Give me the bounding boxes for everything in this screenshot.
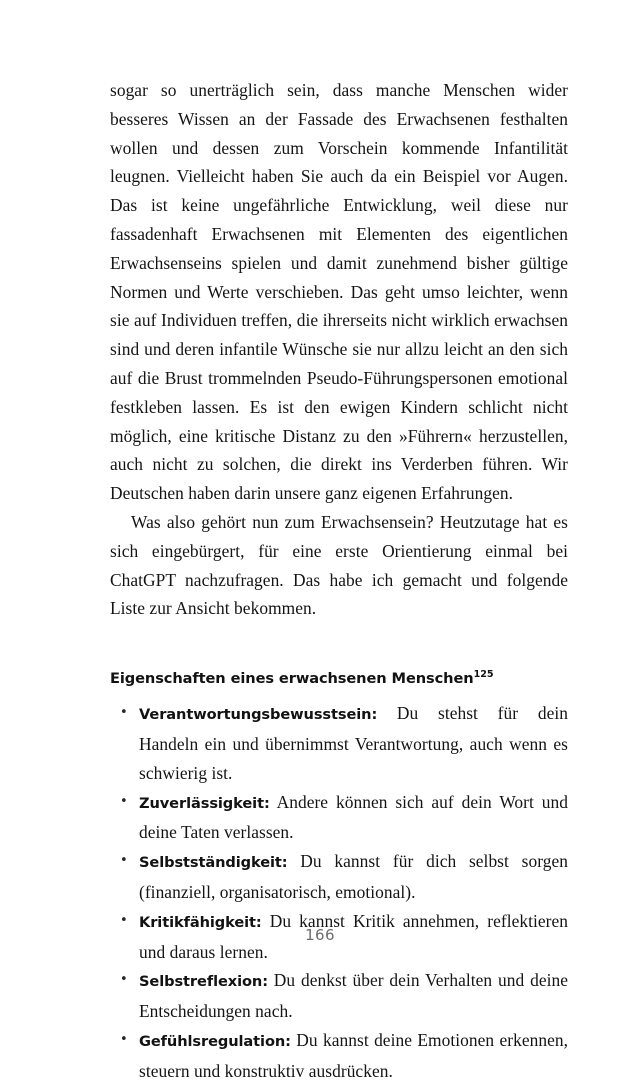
list-spacer [110, 689, 568, 699]
bullet-icon: • [120, 793, 128, 809]
list-item-description: Du denkst über dein Verhalten und deine Entscheidungen nach. [139, 970, 568, 1022]
bullet-icon: • [120, 853, 128, 869]
list-item-description: Du kannst Kritik annehmen, reflektieren und daraus lernen. [139, 910, 568, 962]
section-heading-label: Eigenschaften eines erwachsenen Menschen [110, 670, 474, 688]
list-item-description: Du stehst für dein Handeln ein und übernimmst Verantwortung, auch wenn es schwierig ist. [139, 703, 568, 783]
list-item-description: Du kannst deine Emotionen erkennen, steuern und konstruktiv ausdrücken. [139, 1029, 568, 1081]
list-item [118, 699, 568, 787]
list-item [118, 847, 568, 907]
heading-spacer [110, 623, 568, 669]
bullet-icon: • [120, 972, 128, 988]
body-paragraph-1: sogar so unerträglich sein, dass manche Menschen wider besseres Wissen an der Fassade des Erwachsenen festhalten wollen und dessen zum Vorschein kommende Infantilität leugnen. Vielleicht haben Sie auch da ein Beispiel vor Augen. Das ist keine ungefährliche Entwicklung, weil diese nur fassadenhaft Erwachsenen mit Elementen des eigentlichen Erwachsenseins spielen und damit zunehmend bisher gültige Normen und Werte verschieben. Das geht umso leichter, wenn sie auf Individuen treffen, die ihrerseits nicht wirklich erwachsen sind und deren infantile Wünsche sie nur allzu leicht an den sich auf die Brust trommelnden Pseudo-Führungspersonen emotional festkleben lassen. Es ist den ewigen Kindern schlicht nicht möglich, eine kritische Distanz zu den »Führern« herzustellen, auch nicht zu solchen, die direkt ins Verderben führen. Wir Deutschen haben darin unsere ganz eigenen Erfahrungen. [110, 80, 568, 504]
list-item-description: Andere können sich auf dein Wort und deine Taten verlassen. [139, 791, 568, 843]
list-item-term: Zuverlässigkeit: [139, 794, 270, 812]
bullet-icon: • [120, 1031, 128, 1047]
page-number: 166 [305, 926, 335, 944]
adult-traits-list [110, 699, 568, 1085]
list-item-term: Kritikfähigkeit: [139, 913, 262, 931]
list-item-term: Verantwortungsbewusstsein: [139, 706, 378, 724]
body-paragraph-2: Was also gehört nun zum Erwachsensein? Heutzutage hat es sich eingebürgert, für eine erste Orientierung einmal bei ChatGPT nachzufragen. Das habe ich gemacht und folgende Liste zur Ansicht bekommen. [110, 511, 568, 619]
bullet-icon: • [120, 912, 128, 928]
bullet-icon: • [120, 705, 128, 721]
list-item [118, 788, 568, 848]
list-item-term: Selbstständigkeit: [139, 854, 288, 872]
list-item [118, 1026, 568, 1086]
footnote-reference-125: 125 [473, 669, 494, 681]
list-item-term: Gefühlsregulation: [139, 1032, 291, 1050]
list-item-description: Du kannst für dich selbst sorgen (finanziell, organisatorisch, emotional). [139, 851, 568, 902]
list-item [118, 966, 568, 1026]
section-heading [110, 669, 568, 689]
list-item-term: Selbstreflexion: [139, 973, 268, 991]
